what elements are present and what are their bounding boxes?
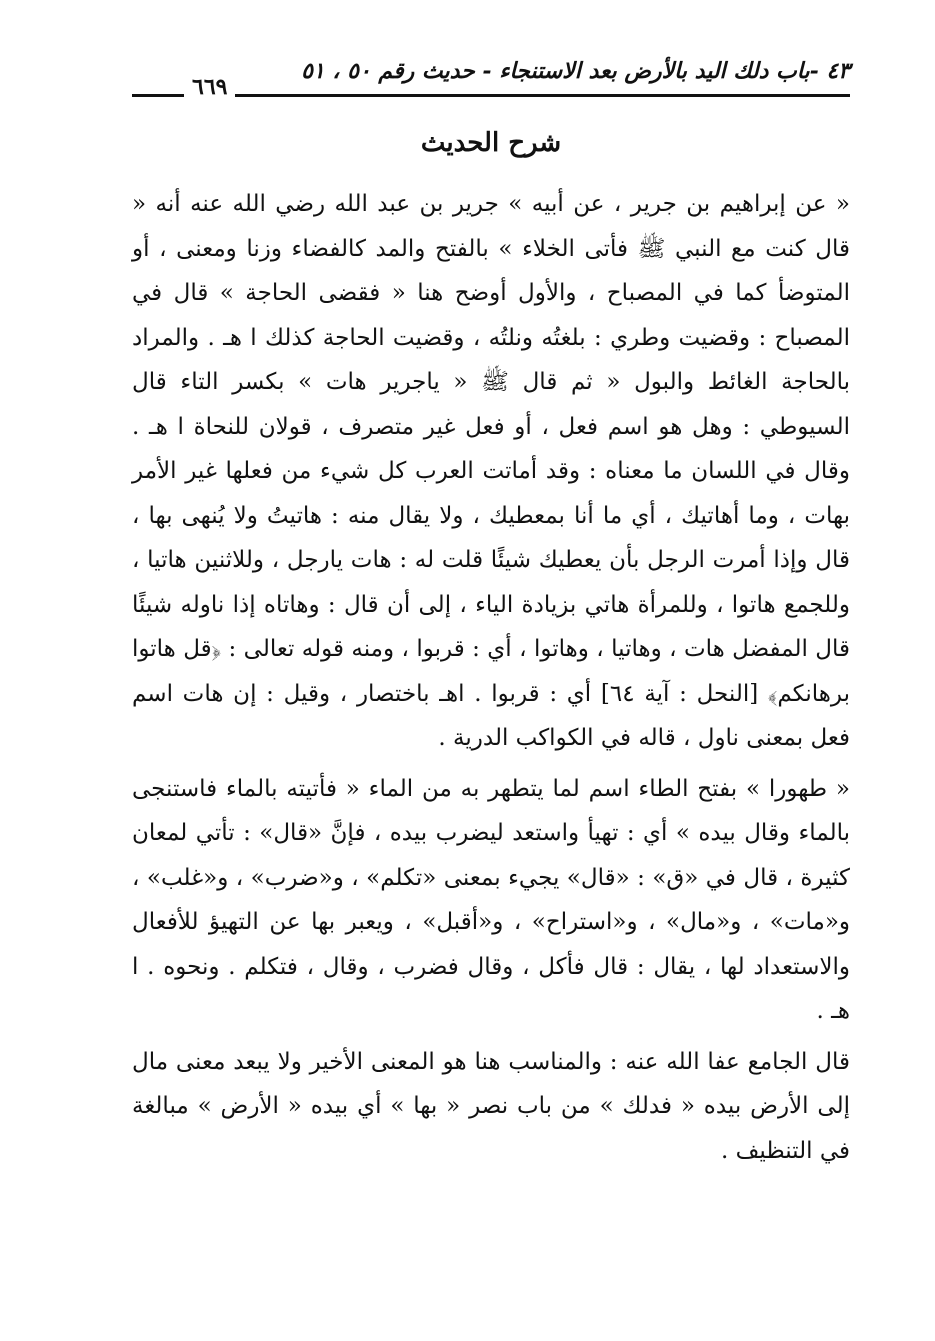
- running-header: [132, 58, 850, 100]
- page-number: ٦٦٩: [184, 74, 235, 100]
- section-title: شرح الحديث: [420, 128, 562, 158]
- paragraph-3: قال الجامع عفا الله عنه : والمناسب هنا هو المعنى الأخير ولا يبعد معنى مال إلى الأرض بيده « فدلك » من باب نصر « بها » أي بيده « الأرض » مبالغة في التنظيف .: [132, 1048, 850, 1164]
- header-rule: [132, 94, 850, 97]
- paragraph-1: « عن إبراهيم بن جرير ، عن أبيه » جرير بن عبد الله رضي الله عنه أنه « قال كنت مع النبي ﷺ فأتى الخلاء » بالفتح والمد كالفضاء وزنا ومعنى ، أو المتوضأ كما في المصباح ، والأول أوضح هنا « فقضى الحاجة » قال في المصباح : وقضيت وطري : بلغتُه ونلتُه ، وقضيت الحاجة كذلك ا هـ . والمراد بالحاجة الغائط والبول « ثم قال ﷺ « ياجرير هات » بكسر التاء قال السيوطي : وهل هو اسم فعل ، أو فعل غير متصرف ، قولان للنحاة ا هـ . وقال في اللسان ما معناه : وقد أماتت العرب كل شيء من فعلها غير الأمر بهات ، وما أهاتيك ، أي ما أنا بمعطيك ، ولا يقال منه : هاتيتُ ولا يُنهى بها ، قال وإذا أمرت الرجل بأن يعطيك شيئًا قلت له : هات يارجل ، وللاثنين هاتيا ، وللجمع هاتوا ، وللمرأة هاتي بزيادة الياء ، إلى أن قال : وهاتاه إذا ناوله شيئًا قال المفضل هات ، وهاتيا ، وهاتوا ، أي : قربوا ، ومنه قوله تعالى : ﴿قل هاتوا برهانكم﴾ [النحل : آية ٦٤] أي : قربوا . اهـ باختصار ، وقيل : إن هات اسم فعل بمعنى ناول ، قاله في الكواكب الدرية .: [132, 191, 850, 751]
- paragraph-2: « طهورا » بفتح الطاء اسم لما يتطهر به من الماء « فأتيته بالماء فاستنجى بالماء وقال بيده » أي : تهيأ واستعد ليضرب بيده ، فإنَّ «قال» : تأتي لمعان كثيرة ، قال في «ق» : «قال» يجيء بمعنى «تكلم» ، و«ضرب» ، و«غلب» ، و«مات» ، و«مال» ، و«استراح» ، و«أقبل» ، ويعبر بها عن التهيؤ للأفعال والاستعداد لها ، يقال : قال فأكل ، وقال فضرب ، وقال ، فتكلم . ونحوه . ا هـ .: [132, 775, 851, 1024]
- header-title: ٤٣ -باب دلك اليد بالأرض بعد الاستنجاء - حديث رقم ٥٠ ، ٥١: [301, 58, 850, 84]
- body-text: [132, 182, 850, 1173]
